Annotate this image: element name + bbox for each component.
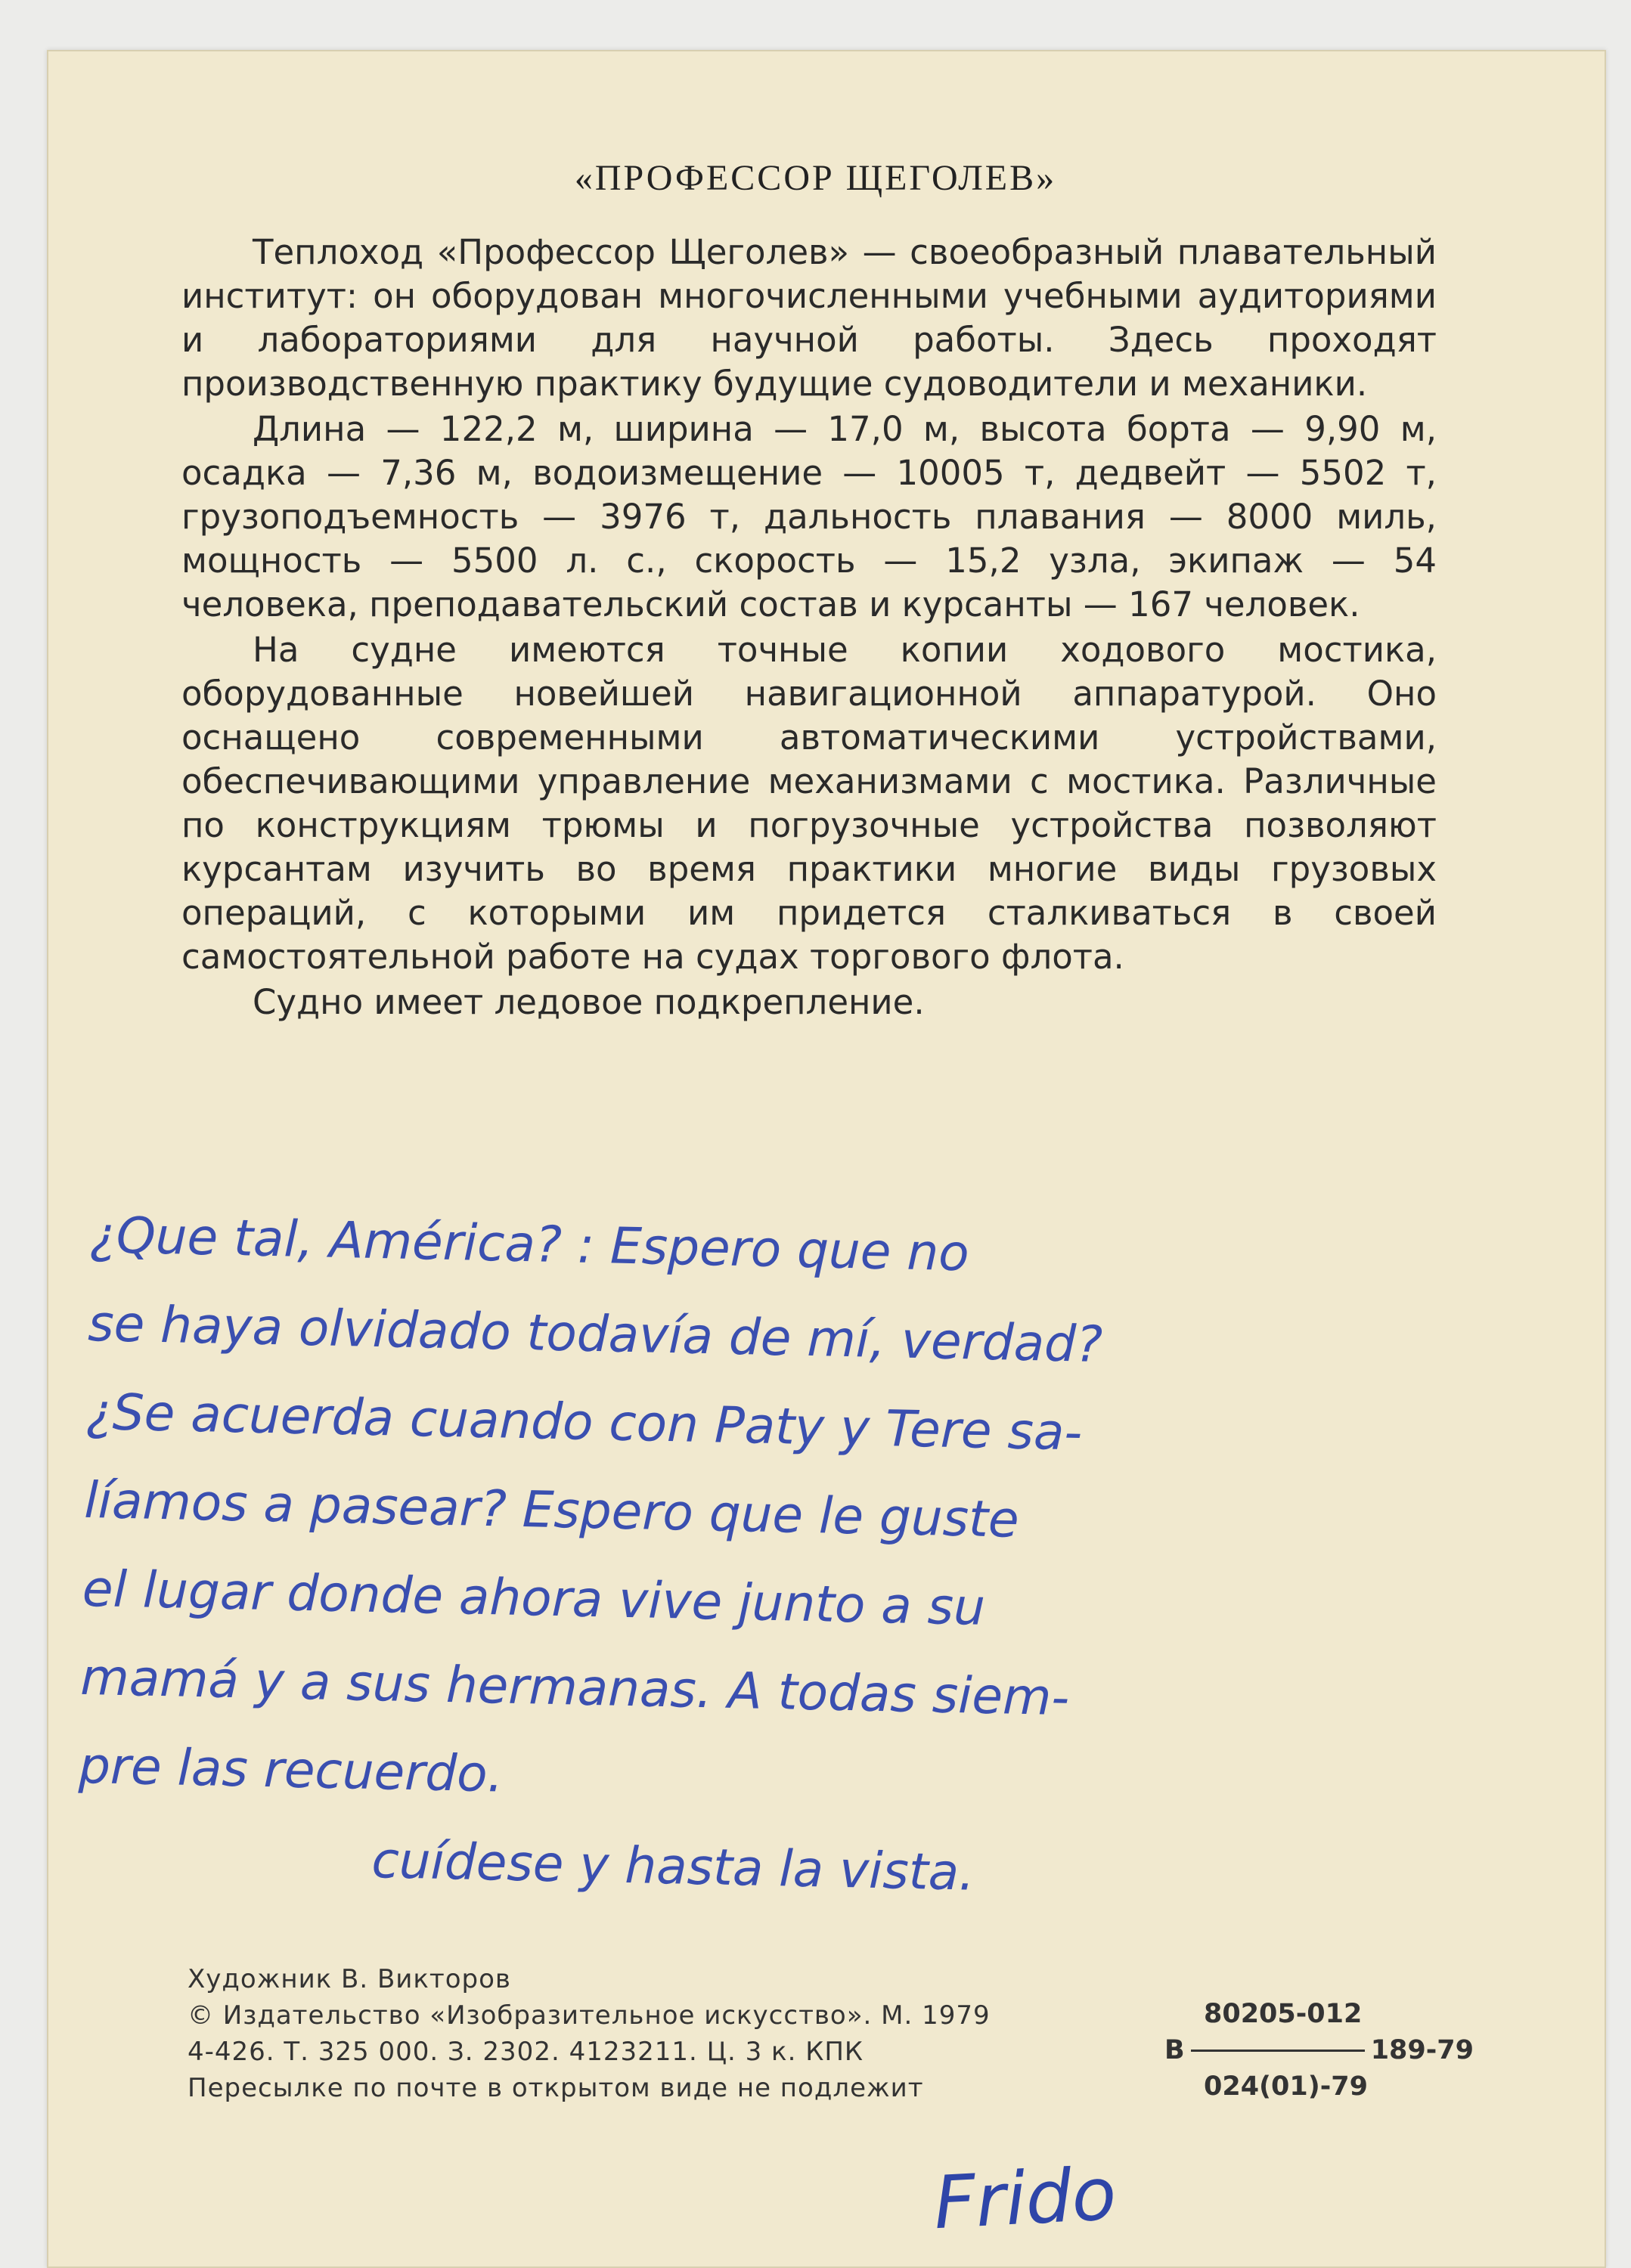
artist-credit: Художник В. Викторов: [188, 1964, 511, 1994]
handwritten-signature: Frido: [932, 2151, 1118, 2246]
publisher-line: © Издательство «Изобразительное искусство». М. 1979: [188, 2000, 991, 2031]
code-right: 189-79: [1370, 2035, 1474, 2065]
handwritten-line: mamá y a sus hermanas. A todas siem-: [79, 1647, 1070, 1727]
mail-note: Пересылке по почте в открытом виде не подлежит: [188, 2073, 924, 2103]
code-line: [1164, 2032, 1497, 2068]
publisher-imprint: [188, 1961, 991, 2106]
handwritten-closing: cuídese y hasta la vista.: [371, 1830, 975, 1902]
print-order-line: 4-426. Т. 325 000. З. 2302. 4123211. Ц. 3 к. КПК: [188, 2037, 864, 2067]
handwritten-line: ¿Se acuerda cuando con Paty y Tere sa-: [85, 1382, 1083, 1462]
page-title: «ПРОФЕССОР ЩЕГОЛЕВ»: [574, 158, 1057, 198]
code-letter: В: [1164, 2035, 1185, 2065]
paragraph-ice: Судно имеет ледовое подкрепление.: [253, 982, 925, 1022]
catalog-codes: [1164, 1996, 1497, 2105]
code-divider: [1191, 2050, 1365, 2052]
code-bottom: 024(01)-79: [1204, 2071, 1368, 2102]
paragraph-specs: Длина — 122,2 м, ширина — 17,0 м, высота борта — 9,90 м, осадка — 7,36 м, водоизмещение — 10005 т, дедвейт — 5502 т, грузоподъемность — 3976 т, дальность плавания — 8000 миль, мощность — 5500 л. с., скорость — 15,2 узла, экипаж — 54 человека, преподавательский состав и курсанты — 167 человек.: [181, 409, 1437, 624]
paragraph-intro: Теплоход «Профессор Щеголев» — своеобразный плавательный институт: он оборудован многочисленными учебными аудиториями и лабораториями для научной работы. Здесь проходят производственную практику будущие судоводители и механики.: [181, 232, 1437, 404]
handwritten-line: líamos a pasear? Espero que le guste: [83, 1470, 1020, 1549]
handwritten-message: [76, 1191, 1542, 1929]
handwritten-line: el lugar donde ahora vive junto a su: [82, 1559, 986, 1637]
handwritten-line: se haya olvidado todavía de mí, verdad?: [87, 1294, 1103, 1374]
handwritten-line: pre las recuerdo.: [78, 1736, 504, 1804]
paragraph-equipment: На судне имеются точные копии ходового мостика, оборудованные новейшей навигационной аппаратурой. Оно оснащено современными автоматическими устройствами, обеспечивающими управление механизмами с мостика. Различные по конструкциям трюмы и погрузочные устройства позволяют курсантам изучить во время практики многие виды грузовых операций, с которыми им придется сталкиваться в своей самостоятельной работе на судах торгового флота.: [181, 630, 1437, 977]
code-top: 80205-012: [1204, 1999, 1363, 2029]
handwritten-line: ¿Que tal, América? : Espero que no: [88, 1205, 970, 1283]
printed-description: [181, 231, 1437, 1026]
